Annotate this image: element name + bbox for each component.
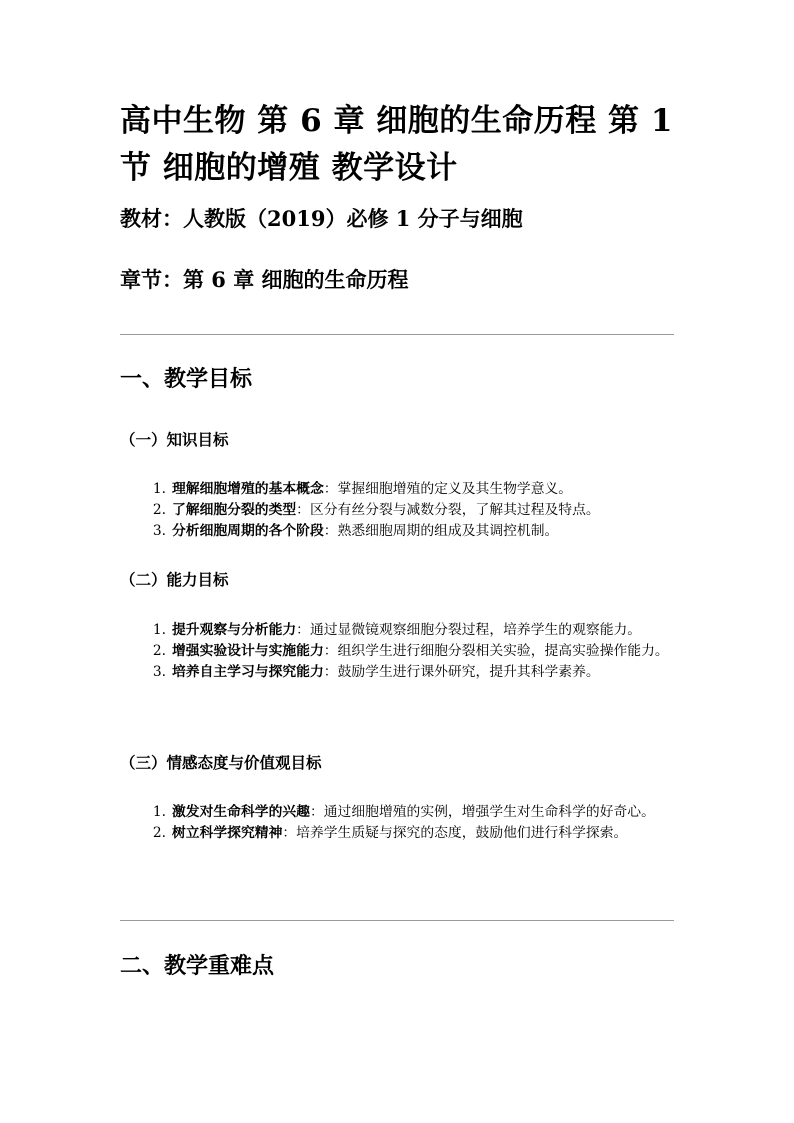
document-title: 高中生物 第 6 章 细胞的生命历程 第 1 节 细胞的增殖 教学设计 bbox=[120, 103, 673, 186]
list-number: 1. bbox=[152, 622, 166, 638]
list-number: 2. bbox=[152, 643, 166, 659]
list-item bbox=[120, 479, 674, 499]
subheading-knowledge-objectives: （一）知识目标 bbox=[120, 430, 229, 449]
knowledge-objectives-list bbox=[120, 479, 674, 542]
list-item-separator: ： bbox=[309, 804, 324, 820]
section-heading-teaching-objectives: 一、教学目标 bbox=[120, 366, 253, 392]
subheading-attitude-objectives: （三）情感态度与价值观目标 bbox=[120, 753, 322, 772]
list-number: 2. bbox=[152, 825, 166, 841]
list-item bbox=[120, 662, 674, 682]
list-item-term: 提升观察与分析能力 bbox=[172, 622, 297, 638]
list-item-term: 理解细胞增殖的基本概念 bbox=[172, 481, 324, 497]
list-item-text: 鼓励学生进行课外研究，提升其科学素养。 bbox=[337, 664, 600, 680]
chapter-info: 章节：第 6 章 细胞的生命历程 bbox=[120, 267, 409, 292]
section-heading-key-difficult-points: 二、教学重难点 bbox=[120, 953, 275, 979]
list-item-separator: ： bbox=[282, 825, 297, 841]
list-number: 2. bbox=[152, 502, 166, 518]
horizontal-divider bbox=[120, 920, 674, 921]
list-item bbox=[120, 521, 674, 541]
list-item-separator: ： bbox=[323, 664, 338, 680]
list-item-text: 通过显微镜观察细胞分裂过程，培养学生的观察能力。 bbox=[309, 622, 642, 638]
list-item-text: 区分有丝分裂与减数分裂，了解其过程及特点。 bbox=[309, 502, 600, 518]
list-item bbox=[120, 802, 674, 822]
list-number: 1. bbox=[152, 481, 166, 497]
list-number: 3. bbox=[152, 523, 166, 539]
attitude-objectives-list bbox=[120, 802, 674, 844]
list-item-separator: ： bbox=[296, 502, 310, 518]
list-item-term: 分析细胞周期的各个阶段 bbox=[172, 523, 324, 539]
list-item-term: 了解细胞分裂的类型 bbox=[172, 502, 297, 518]
list-item-term: 树立科学探究精神 bbox=[172, 825, 283, 841]
list-item bbox=[120, 641, 674, 661]
list-item-text: 通过细胞增殖的实例，增强学生对生命科学的好奇心。 bbox=[323, 804, 655, 820]
list-item bbox=[120, 500, 674, 520]
textbook-info: 教材：人教版（2019）必修 1 分子与细胞 bbox=[120, 206, 523, 231]
ability-objectives-list bbox=[120, 620, 674, 683]
list-item-text: 培养学生质疑与探究的态度，鼓励他们进行科学探索。 bbox=[296, 825, 628, 841]
list-item-separator: ： bbox=[296, 622, 310, 638]
horizontal-divider bbox=[120, 334, 674, 335]
list-item-text: 熟悉细胞周期的组成及其调控机制。 bbox=[337, 523, 559, 539]
subheading-ability-objectives: （二）能力目标 bbox=[120, 570, 229, 589]
list-item-separator: ： bbox=[323, 481, 338, 497]
list-item-text: 组织学生进行细胞分裂相关实验，提高实验操作能力。 bbox=[337, 643, 669, 659]
list-item bbox=[120, 823, 674, 843]
list-item-term: 增强实验设计与实施能力 bbox=[172, 643, 324, 659]
list-number: 3. bbox=[152, 664, 166, 680]
list-item-separator: ： bbox=[323, 643, 338, 659]
list-item-term: 激发对生命科学的兴趣 bbox=[172, 804, 310, 820]
list-item-text: 掌握细胞增殖的定义及其生物学意义。 bbox=[337, 481, 573, 497]
list-number: 1. bbox=[152, 804, 166, 820]
list-item-term: 培养自主学习与探究能力 bbox=[172, 664, 324, 680]
list-item-separator: ： bbox=[323, 523, 338, 539]
list-item bbox=[120, 620, 674, 640]
